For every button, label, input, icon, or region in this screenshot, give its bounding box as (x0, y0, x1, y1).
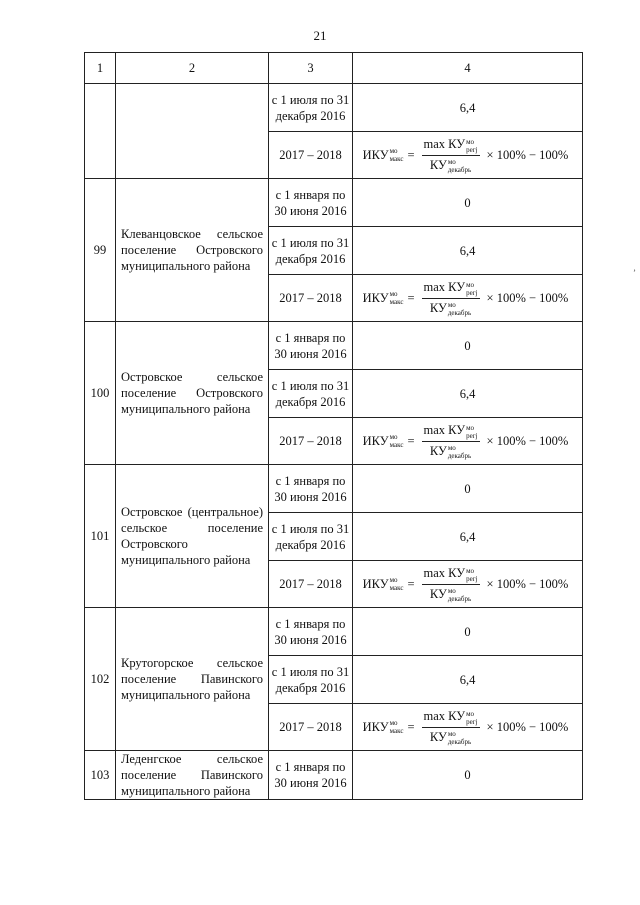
formula-num-index-sup: мо (466, 423, 475, 432)
formula-cell (353, 132, 583, 179)
row-number-cell: 102 (85, 608, 116, 751)
period-cell: с 1 января по 30 июня 2016 (269, 179, 353, 227)
formula-lhs-index-sup: мо (389, 433, 398, 441)
formula-lhs-index-sup: мо (389, 147, 398, 155)
formula-tail: × 100% − 100% (486, 148, 569, 162)
formula-lhs-index-sup: мо (389, 290, 398, 298)
formula-equals: = (407, 291, 415, 305)
formula-num-prefix: max КУ (423, 280, 466, 295)
formula-num-index-sub: регj (466, 145, 478, 154)
municipality-name-cell: Крутогорское сельское поселение Павинского муниципального района (116, 608, 269, 751)
municipality-name-cell: Островское сельское поселение Островского муниципального района (116, 322, 269, 465)
row-number-cell: 103 (85, 751, 116, 800)
formula-lhs-index-sub: макс (389, 298, 404, 306)
period-cell: с 1 июля по 31 декабря 2016 (269, 513, 353, 561)
formula-tail: × 100% − 100% (486, 720, 569, 734)
value-cell: 0 (353, 751, 583, 800)
formula-num-index-sup: мо (466, 709, 475, 718)
formula-denominator (428, 728, 473, 746)
formula-num-prefix: max КУ (423, 709, 466, 724)
index-formula (353, 708, 582, 745)
formula-den: КУ (429, 300, 447, 315)
formula-num-index-sub: регj (466, 431, 478, 440)
value-cell: 6,4 (353, 513, 583, 561)
formula-den: КУ (429, 729, 447, 744)
formula-equals: = (407, 577, 415, 591)
formula-lhs: ИКУ (362, 720, 389, 734)
formula-denominator (428, 299, 473, 317)
formula-num-index (466, 710, 477, 726)
formula-fraction (422, 136, 480, 173)
formula-cell (353, 418, 583, 465)
header-col-1: 1 (85, 53, 116, 84)
formula-den-index-sup: мо (447, 300, 456, 309)
formula-den: КУ (429, 157, 447, 172)
formula-den-index-sup: мо (447, 586, 456, 595)
tariff-table (84, 52, 583, 800)
period-cell: 2017 – 2018 (269, 132, 353, 179)
municipality-name-cell (116, 84, 269, 179)
municipality-name-cell: Островское (центральное) сельское поселение Островского муниципального района (116, 465, 269, 608)
formula-den: КУ (429, 586, 447, 601)
formula-cell (353, 275, 583, 322)
formula-den-index-sup: мо (447, 729, 456, 738)
formula-lhs-index (390, 576, 404, 592)
formula-lhs-index-sup: мо (389, 576, 398, 584)
row-number-cell: 101 (85, 465, 116, 608)
formula-fraction (422, 708, 480, 745)
header-col-4: 4 (353, 53, 583, 84)
formula-den-index-sup: мо (447, 157, 456, 166)
formula-num-index-sup: мо (466, 137, 475, 146)
period-cell: с 1 июля по 31 декабря 2016 (269, 84, 353, 132)
formula-lhs-index-sub: макс (389, 584, 404, 592)
value-cell: 6,4 (353, 227, 583, 275)
formula-den: КУ (429, 443, 447, 458)
formula-lhs: ИКУ (362, 148, 389, 162)
formula-den-index-sub: декабрь (447, 594, 472, 603)
value-cell: 0 (353, 608, 583, 656)
table-row (85, 751, 583, 800)
formula-lhs: ИКУ (362, 434, 389, 448)
formula-lhs: ИКУ (362, 577, 389, 591)
value-cell: 6,4 (353, 656, 583, 704)
row-number-cell: 99 (85, 179, 116, 322)
formula-numerator (422, 708, 480, 727)
period-cell: с 1 июля по 31 декабря 2016 (269, 370, 353, 418)
page-number: 21 (313, 28, 327, 43)
formula-lhs-index (390, 147, 404, 163)
formula-den-index-sub: декабрь (447, 165, 472, 174)
formula-numerator (422, 136, 480, 155)
table-row (85, 179, 583, 227)
formula-denominator (428, 585, 473, 603)
formula-num-prefix: max КУ (423, 423, 466, 438)
municipality-name-cell: Леденгское сельское поселение Павинского муниципального района (116, 751, 269, 800)
formula-lhs-index (390, 433, 404, 449)
row-number-cell (85, 84, 116, 179)
formula-numerator (422, 279, 480, 298)
period-cell: с 1 января по 30 июня 2016 (269, 751, 353, 800)
formula-num-index-sup: мо (466, 280, 475, 289)
value-cell: 6,4 (353, 84, 583, 132)
formula-numerator (422, 565, 480, 584)
formula-denominator (428, 156, 473, 174)
formula-fraction (422, 422, 480, 459)
formula-lhs-index (390, 290, 404, 306)
table-row (85, 608, 583, 656)
formula-lhs-index-sub: макс (389, 155, 404, 163)
formula-equals: = (407, 148, 415, 162)
formula-den-index-sub: декабрь (447, 451, 472, 460)
index-formula (353, 565, 582, 602)
formula-tail: × 100% − 100% (486, 291, 569, 305)
value-cell: 6,4 (353, 370, 583, 418)
formula-lhs-index-sub: макс (389, 727, 404, 735)
index-formula (353, 136, 582, 173)
formula-num-index-sup: мо (466, 566, 475, 575)
table-row (85, 322, 583, 370)
value-cell: 0 (353, 179, 583, 227)
index-formula (353, 422, 582, 459)
row-number-cell: 100 (85, 322, 116, 465)
formula-den-index-sub: декабрь (447, 308, 472, 317)
formula-lhs-index-sub: макс (389, 441, 404, 449)
formula-lhs: ИКУ (362, 291, 389, 305)
municipality-name-cell: Клеванцовское сельское поселение Островского муниципального района (116, 179, 269, 322)
table-row (85, 84, 583, 132)
formula-num-index (466, 424, 477, 440)
value-cell: 0 (353, 322, 583, 370)
formula-fraction (422, 279, 480, 316)
formula-den-index (448, 444, 471, 460)
period-cell: 2017 – 2018 (269, 561, 353, 608)
formula-lhs-index-sup: мо (389, 719, 398, 727)
period-cell: с 1 января по 30 июня 2016 (269, 322, 353, 370)
formula-num-prefix: max КУ (423, 566, 466, 581)
formula-equals: = (407, 434, 415, 448)
formula-num-index (466, 567, 477, 583)
period-cell: 2017 – 2018 (269, 275, 353, 322)
period-cell: с 1 января по 30 июня 2016 (269, 465, 353, 513)
period-cell: с 1 января по 30 июня 2016 (269, 608, 353, 656)
header-col-3: 3 (269, 53, 353, 84)
formula-lhs-index (390, 719, 404, 735)
period-cell: 2017 – 2018 (269, 418, 353, 465)
formula-den-index (448, 587, 471, 603)
value-cell: 0 (353, 465, 583, 513)
formula-num-index-sub: регj (466, 717, 478, 726)
formula-den-index (448, 730, 471, 746)
period-cell: с 1 июля по 31 декабря 2016 (269, 656, 353, 704)
header-row (85, 53, 583, 84)
formula-num-index (466, 281, 477, 297)
formula-cell (353, 704, 583, 751)
formula-num-index-sub: регj (466, 288, 478, 297)
formula-den-index (448, 301, 471, 317)
period-cell: 2017 – 2018 (269, 704, 353, 751)
formula-tail: × 100% − 100% (486, 577, 569, 591)
formula-cell (353, 561, 583, 608)
formula-numerator (422, 422, 480, 441)
formula-fraction (422, 565, 480, 602)
formula-tail: × 100% − 100% (486, 434, 569, 448)
index-formula (353, 279, 582, 316)
header-col-2: 2 (116, 53, 269, 84)
margin-mark: ’ (633, 268, 636, 278)
formula-den-index (448, 158, 471, 174)
table-row (85, 465, 583, 513)
formula-den-index-sub: декабрь (447, 737, 472, 746)
formula-denominator (428, 442, 473, 460)
formula-den-index-sup: мо (447, 443, 456, 452)
formula-num-prefix: max КУ (423, 137, 466, 152)
formula-equals: = (407, 720, 415, 734)
period-cell: с 1 июля по 31 декабря 2016 (269, 227, 353, 275)
formula-num-index (466, 138, 477, 154)
formula-num-index-sub: регj (466, 574, 478, 583)
